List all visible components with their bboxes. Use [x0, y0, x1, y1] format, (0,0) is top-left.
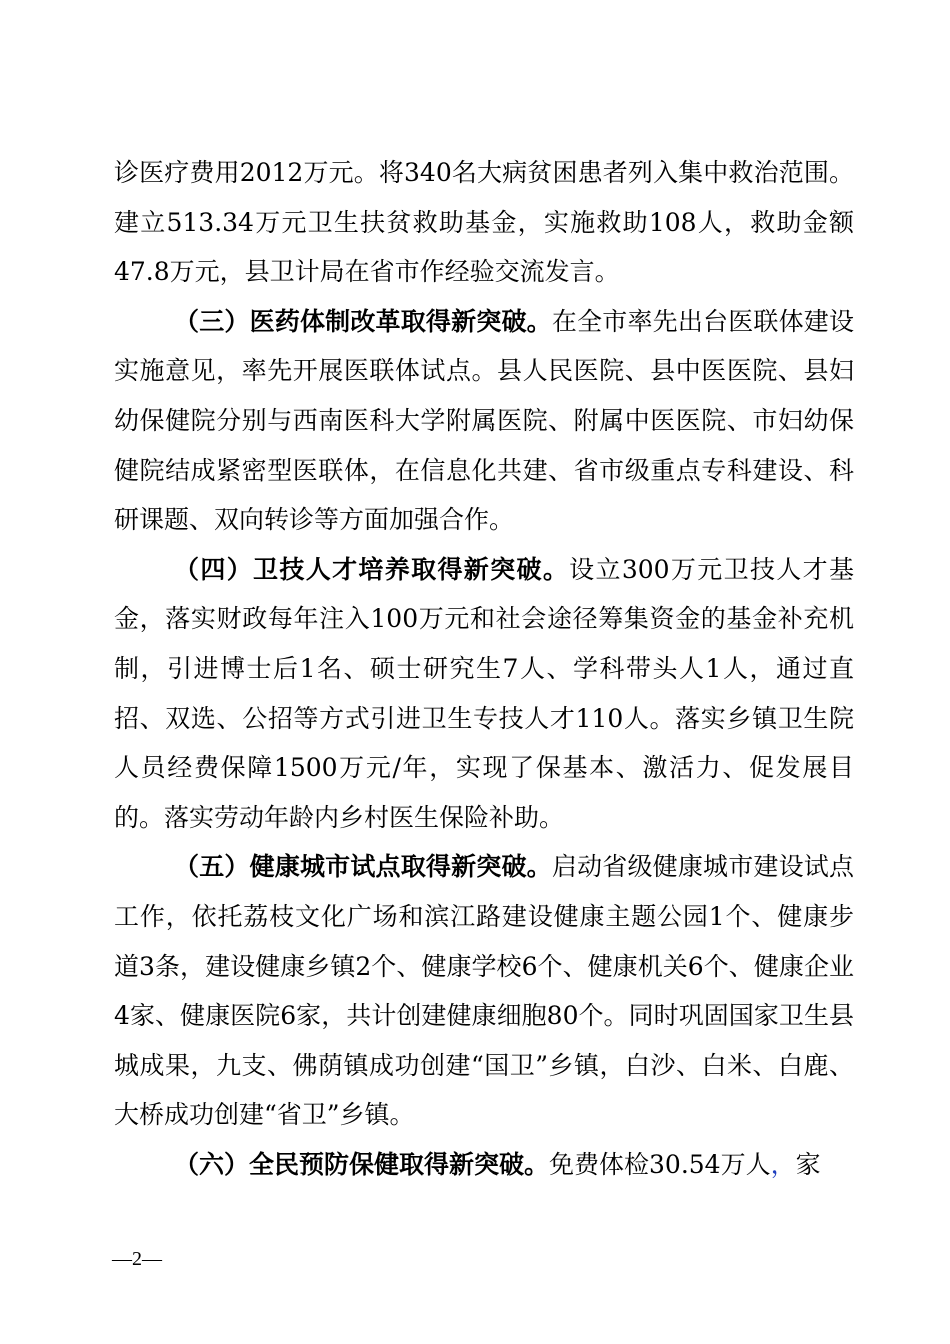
paragraph-text-tail: 家: [795, 1149, 821, 1179]
section-heading: （三）医药体制改革取得新突破。: [174, 306, 552, 336]
paragraph-medical-reform: [114, 297, 854, 545]
section-heading: （六）全民预防保健取得新突破。: [174, 1149, 550, 1179]
paragraph-text: 设立300万元卫技人才基金，落实财政每年注入100万元和社会途径筹集资金的基金补充机制，引进博士后1名、硕士研究生7人、学科带头人1人，通过直招、双选、公招等方式引进卫生专技人才110人。落实乡镇卫生院人员经费保障1500万元/年，实现了保基本、激活力、促发展目的。落实劳动年龄内乡村医生保险补助。: [114, 554, 854, 832]
highlighted-comma: ，: [770, 1149, 796, 1179]
paragraph-text: 免费体检30.54万人: [549, 1149, 771, 1179]
paragraph-talent-training: [114, 545, 854, 843]
paragraph-preventive-care: [114, 1140, 854, 1190]
paragraph-text: 在全市率先出台医联体建设实施意见，率先开展医联体试点。县人民医院、县中医医院、县妇幼保健院分别与西南医科大学附属医院、附属中医医院、市妇幼保健院结成紧密型医联体，在信息化共建、省市级重点专科建设、科研课题、双向转诊等方面加强合作。: [114, 306, 854, 535]
section-heading: （五）健康城市试点取得新突破。: [174, 852, 552, 882]
page-number: —2—: [112, 1248, 162, 1270]
paragraph-text: 诊医疗费用2012万元。将340名大病贫困患者列入集中救治范围。建立513.34万元卫生扶贫救助基金，实施救助108人，救助金额47.8万元，县卫计局在省市作经验交流发言。: [114, 158, 854, 287]
paragraph-poverty-relief: [114, 148, 854, 297]
paragraph-healthy-city: [114, 842, 854, 1140]
paragraph-text: 启动省级健康城市建设试点工作，依托荔枝文化广场和滨江路建设健康主题公园1个、健康步道3条，建设健康乡镇2个、健康学校6个、健康机关6个、健康企业4家、健康医院6家，共计创建健康细胞80个。同时巩固国家卫生县城成果，九支、佛荫镇成功创建“国卫”乡镇，白沙、白米、白鹿、大桥成功创建“省卫”乡镇。: [114, 852, 854, 1130]
section-heading: （四）卫技人才培养取得新突破。: [174, 554, 570, 584]
body-text: [114, 148, 854, 1189]
